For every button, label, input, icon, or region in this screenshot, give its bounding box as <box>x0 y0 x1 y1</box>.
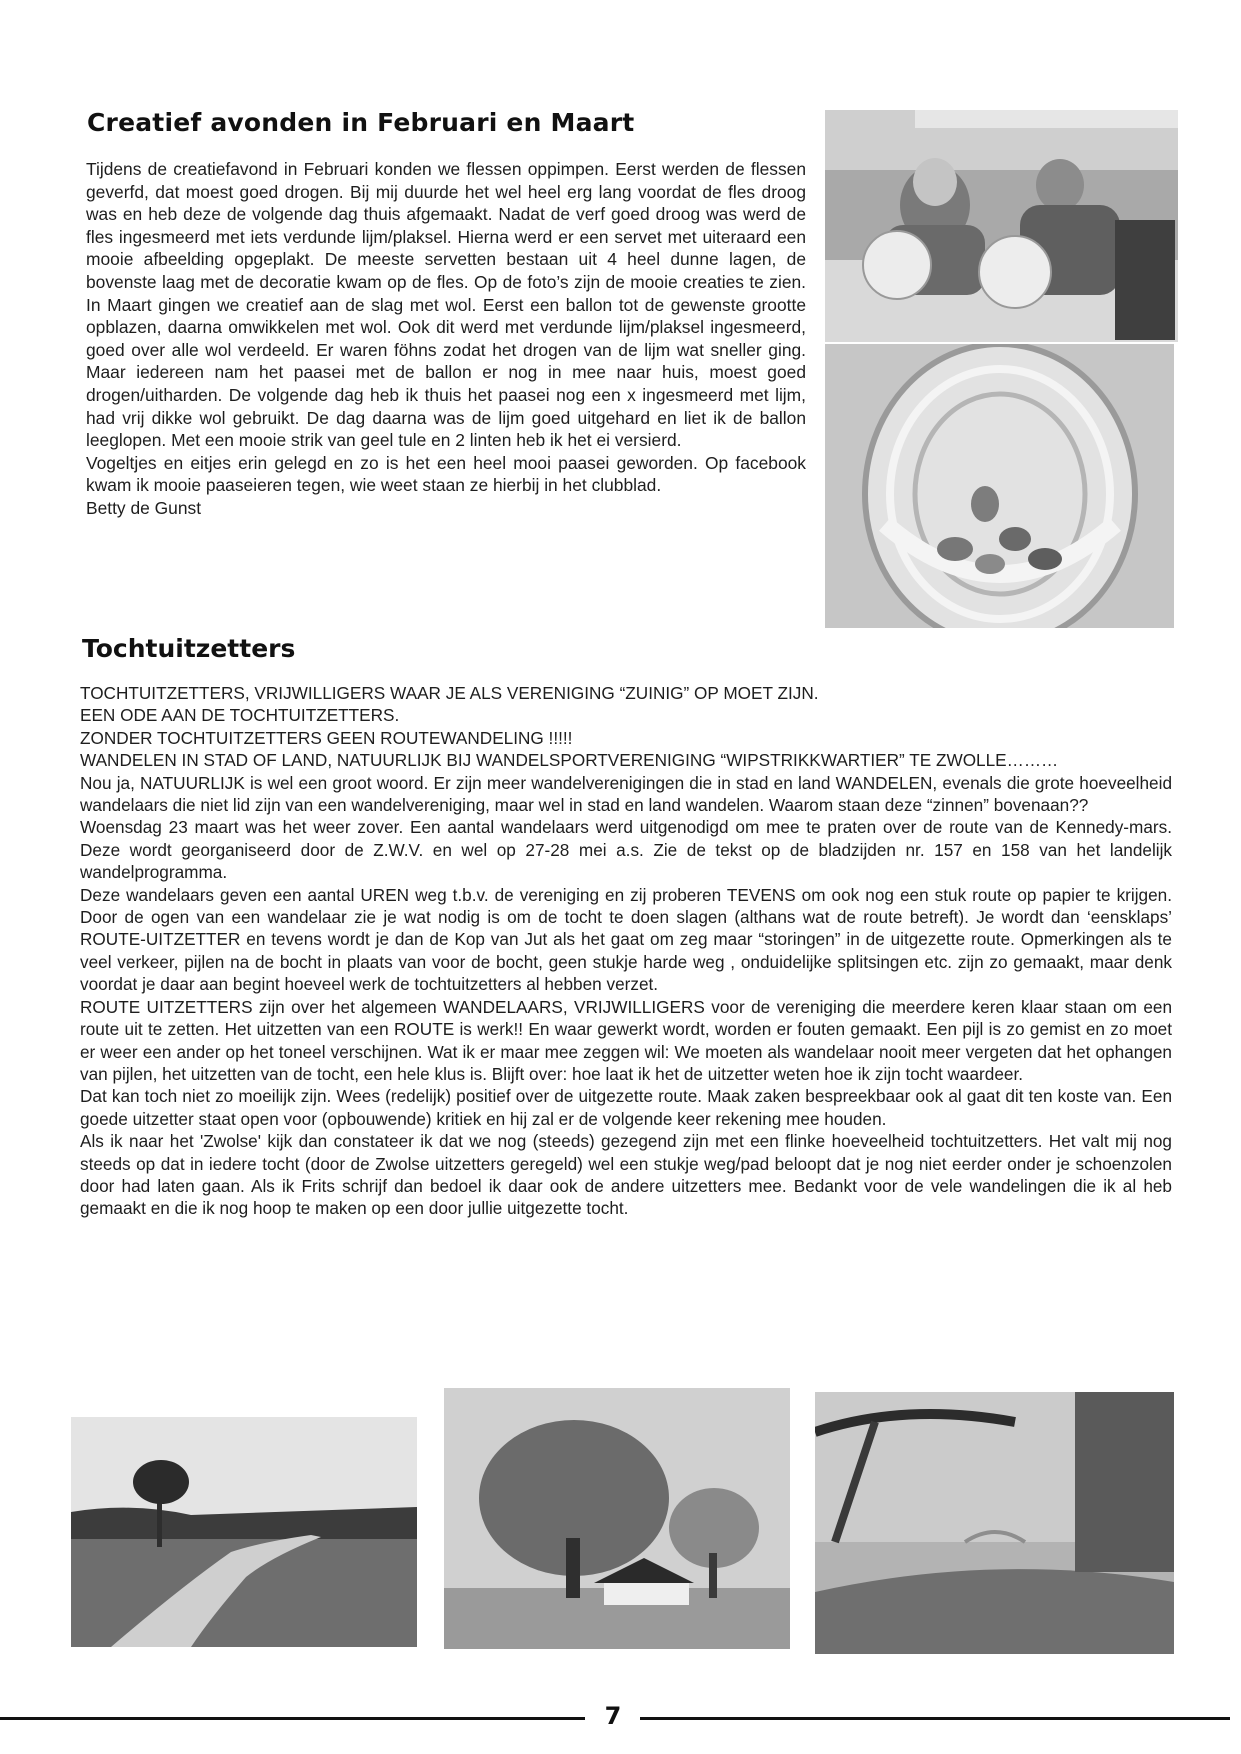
footer-rule-right <box>640 1717 1230 1720</box>
article-body-creatief <box>86 158 806 520</box>
photo-misty-pond <box>815 1392 1174 1654</box>
caps-line: WANDELEN IN STAD OF LAND, NATUURLIJK BIJ WANDELSPORTVERENIGING “WIPSTRIKKWARTIER” TE ZWOLLE……… <box>80 750 1059 771</box>
paragraph: Vogeltjes en eitjes erin gelegd en zo is het een heel mooi paasei geworden. Op facebook kwam ik mooie paaseieren tegen, wie weet staan ze hierbij in het clubblad. <box>86 452 806 496</box>
photo-tree-farmhouse <box>444 1388 790 1649</box>
page-number: 7 <box>604 1702 622 1730</box>
article-body-tochtuitzetters <box>80 682 1172 1220</box>
paragraph: Nou ja, NATUURLIJK is wel een groot woord. Er zijn meer wandelverenigingen die in stad en land WANDELEN, evenals die grote hoeveelheid wandelaars die niet lid zijn van een wandelvereniging, maar wel in stad en land wandelen. Waarom staan deze “zinnen” bovenaan?? <box>80 772 1172 816</box>
paragraph: ROUTE UITZETTERS zijn over het algemeen WANDELAARS, VRIJWILLIGERS voor de vereniging die meerdere keren klaar staan om een route uit te zetten. Het uitzetten van een ROUTE is werk!! En waar gewerkt wordt, worden er fouten gemaakt. Een pijl is zo gemist en zo moet er weer een ander op het toneel verschijnen. Wat ik er maar mee zeggen wil: We moeten als wandelaar nooit meer vergeten dat het ophangen van pijlen, het uitzetten van de tocht, een hele klus is. Blijft over: hoe laat ik het de uitzetter weten hoe ik zijn tocht waardeer. <box>80 996 1172 1084</box>
caps-line: TOCHTUITZETTERS, VRIJWILLIGERS WAAR JE ALS VERENIGING “ZUINIG” OP MOET ZIJN. <box>80 683 819 703</box>
footer-rule-left <box>0 1717 585 1720</box>
paragraph: Deze wandelaars geven een aantal UREN weg t.b.v. de vereniging en zij proberen TEVENS om ook nog een stuk route op papier te krijgen. Door de ogen van een wandelaar zie je wat nodig is om de tocht te doen slagen (althans wat de route betreft). Je wordt dan ‘eensklaps’ ROUTE-UITZETTER en tevens wordt je dan de Kop van Jut als het gaat om zeg maar “storingen” in de uitgezette route. Opmerkingen als te veel verkeer, pijlen na de bocht in plaats van voor de bocht, geen stukje harde weg , onduidelijke splitsingen etc. zijn zo gemaakt, maar denk voordat je daar aan begint hoeveel werk de tochtuitzetters al hebben verzet. <box>80 884 1172 995</box>
article-title-tochtuitzetters: Tochtuitzetters <box>82 634 296 663</box>
article-title-creatief: Creatief avonden in Februari en Maart <box>87 108 635 137</box>
paragraph: Woensdag 23 maart was het weer zover. Een aantal wandelaars werd uitgenodigd om mee te praten over de route van de Kennedy-mars. Deze wordt georganiseerd door de Z.W.V. en wel op 27-28 mei a.s. Zie de tekst op de bladzijden nr. 157 en 158 van het landelijk wandelprogramma. <box>80 817 1172 883</box>
photo-heath-path <box>71 1417 417 1647</box>
photo-crafting-women <box>825 110 1178 342</box>
paragraph: Dat kan toch niet zo moeilijk zijn. Wees (redelijk) positief over de uitgezette route. Maak zaken bespreekbaar ook al gaat dit ten koste van. Een goede uitzetter staat open voor (opbouwende) kritiek en hij zal er de volgende keer rekening mee houden. <box>80 1086 1172 1129</box>
paragraph: Tijdens de creatiefavond in Februari konden we flessen oppimpen. Eerst werden de flessen geverfd, dat moest goed drogen. Bij mij duurde het wel heel erg lang voordat de fles droog was en heb deze de volgende dag thuis afgemaakt. Nadat de verf goed droog was werd de fles ingesmeerd met iets verdunde lijm/plaksel. Hierna werd er een servet met uiteraard een mooie afbeelding opgeplakt. De meeste servetten bestaan uit 4 heel dunne lagen, de bovenste laag met de decoratie kwam op de fles. Op de foto’s zijn de mooie creaties te zien. In Maart gingen we creatief aan de slag met wol. Eerst een ballon tot de gewenste grootte opblazen, daarna omwikkelen met wol. Ook dit werd met verdunde lijm/plaksel ingesmeerd, goed over alle wol verdeeld. Er waren föhns zodat het drogen van de lijm wat sneller ging. Maar iedereen nam het paasei met de ballon er nog in mee naar huis, moest goed drogen/uitharden. De volgende dag heb ik thuis het paasei nog een x ingesmeerd met lijm, had vrij dikke wol gebruikt. De dag daarna was de lijm goed uitgehard en liet ik de ballon leeglopen. Met een mooie strik van geel tule en 2 linten heb ik het ei versierd. <box>86 159 806 451</box>
caps-line: ZONDER TOCHTUITZETTERS GEEN ROUTEWANDELING !!!!! <box>80 727 573 748</box>
author-signature: Betty de Gunst <box>86 497 202 518</box>
photo-woolen-easter-egg <box>825 344 1174 628</box>
paragraph: Als ik naar het 'Zwolse' kijk dan constateer ik dat we nog (steeds) gezegend zijn met een flinke hoeveelheid tochtuitzetters. Het valt mij nog steeds op dat in iedere tocht (door de Zwolse uitzetters geregeld) wel een stukje weg/pad beloopt dat je nog niet eerder onder je schoenzolen door had laten gaan. Als ik Frits schrijf dan bedoel ik daar ook de andere uitzetters mee. Bedankt voor de vele wandelingen die ik al heb gemaakt en die ik nog hoop te maken op een door jullie uitgezette tocht. <box>80 1131 1172 1219</box>
caps-line: EEN ODE AAN DE TOCHTUITZETTERS. <box>80 705 400 726</box>
